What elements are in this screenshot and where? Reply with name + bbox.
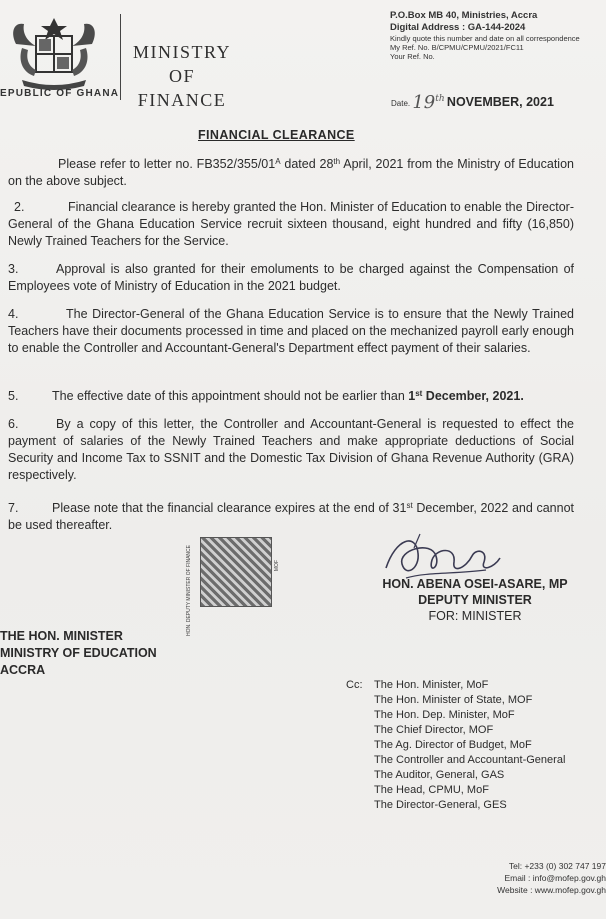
paragraph-5: 5. The effective date of this appointment should not be earlier than 1st December, 2021. [8,389,524,403]
paragraph-intro: Please refer to letter no. $FB352/355/01^A$ dated 28th April, 2021 from the Ministry of Education on the above subject. [8,157,574,188]
date-label: Date [391,99,408,108]
your-ref-number: Your Ref. No. [390,52,435,61]
my-ref-number: My Ref. No. B/CPMU/CPMU/2021/FC11 [390,43,524,52]
po-box: P.O.Box MB 40, Ministries, Accra [390,10,538,21]
cc-item: The Ag. Director of Budget, MoF [374,739,532,751]
contact-tel: Tel: +233 (0) 302 747 197 [508,861,606,871]
cc-item: The Hon. Dep. Minister, MoF [374,709,515,721]
cc-label: Cc: [346,679,363,691]
contact-website: Website : www.mofep.gov.gh [497,885,606,895]
signatory-block [370,576,580,624]
official-stamp [200,537,272,607]
digital-address: Digital Address : GA-144-2024 [390,22,526,33]
signatory-role: DEPUTY MINISTER [418,593,532,607]
addressee-line-2: MINISTRY OF EDUCATION [0,646,157,660]
paragraph-7: 7. Please note that the financial clearance expires at the end of 31st December, 2022 and cannot be used thereafter. [8,501,574,532]
addressee-line-1: THE HON. MINISTER [0,629,123,643]
cc-item: The Controller and Accountant-General [374,754,566,766]
paragraph-3: 3. Approval is also granted for their emoluments to be charged against the Compensation of Employees vote of Ministry of Education in the 2021 budget. [8,262,574,293]
contact-footer [484,860,606,896]
addressee-block [0,628,157,679]
ghana-coat-of-arms-icon [8,14,100,90]
cc-item: The Hon. Minister, MoF [374,679,489,691]
header-divider [120,14,121,100]
ministry-line-1: MINISTRY [132,42,231,62]
contact-email: Email : info@mofep.gov.gh [504,873,606,883]
date-month-year: NOVEMBER, 2021 [446,95,554,109]
ministry-line-2: OF [168,66,195,86]
ministry-line-3: FINANCE [137,90,227,110]
cc-item: The Chief Director, MOF [374,724,494,736]
cc-item: The Hon. Minister of State, MOF [374,694,533,706]
ministry-address [390,10,600,61]
republic-of-ghana-label: EPUBLIC OF GHANA [0,88,120,99]
cc-list [346,678,565,813]
cc-item: The Head, CPMU, MoF [374,784,489,796]
ministry-of-finance-name [128,40,236,112]
quote-note: Kindly quote this number and date on all correspondence [390,34,580,43]
stamp-side-text: HON. DEPUTY MINISTER OF FINANCE [186,545,192,637]
paragraph-4: 4. The Director-General of the Ghana Education Service is to ensure that the Newly Trained Teachers have their documents processed in time and placed on the mechanized payroll early enough to enable the Controller and Accountant-General's Department effect payment of their salaries. [8,307,574,355]
letter-title: FINANCIAL CLEARANCE [198,128,355,142]
signatory-for: FOR: MINISTER [428,609,522,623]
paragraph-6: 6. By a copy of this letter, the Controller and Accountant-General is requested to effect the payment of salaries of the Newly Trained Teachers and make appropriate deductions of Social Security and Income Tax to SSNIT and the Domestic Tax Division of Ghana Revenue Authority (GRA) respectively. [8,417,574,482]
paragraph-2: 2. Financial clearance is hereby granted the Hon. Minister of Education to enable the Director-General of the Ghana Education Service recruit sixteen thousand, eight hundred and fifty (16,850) Newly Trained Teachers for the Service. [8,200,574,248]
addressee-line-3: ACCRA [0,663,46,677]
letter-date: Date. 19th NOVEMBER, 2021 [391,92,554,113]
cc-item: The Auditor, General, GAS [374,769,505,781]
cc-item: The Director-General, GES [374,799,507,811]
stamp-side-text-2: MOF [274,560,280,572]
date-day-handwritten: 19th [412,92,445,113]
signatory-name: HON. ABENA OSEI-ASARE, MP [382,577,568,591]
